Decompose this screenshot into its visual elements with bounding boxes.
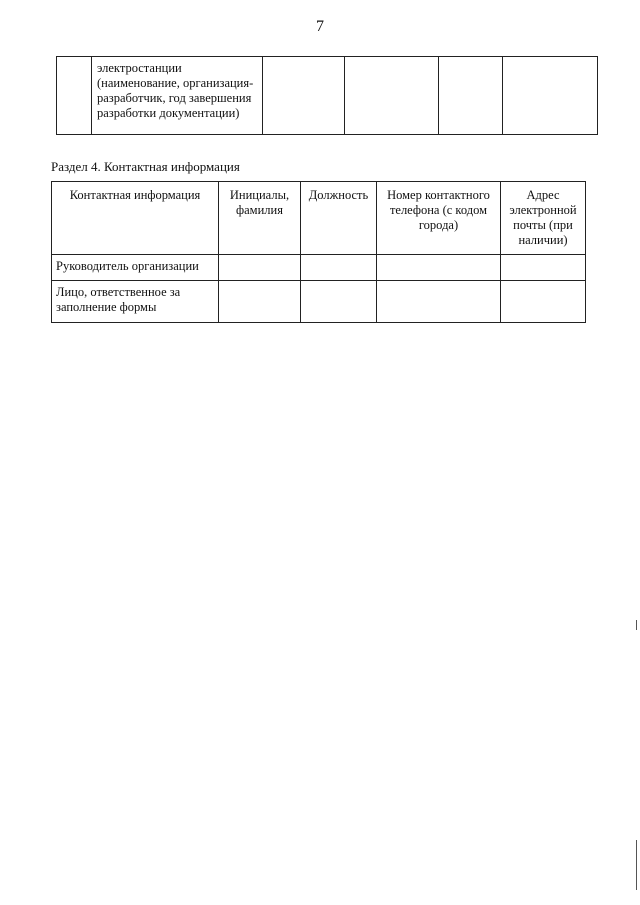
table-row bbox=[52, 255, 586, 281]
table-row bbox=[52, 281, 586, 323]
column-header: Инициалы, фамилия bbox=[219, 182, 301, 255]
column-header: Номер контактного телефона (с кодом города) bbox=[377, 182, 501, 255]
table-cell bbox=[219, 281, 301, 323]
row-label: Руководитель организации bbox=[52, 255, 219, 281]
table-cell bbox=[92, 57, 263, 135]
table-cell bbox=[503, 57, 598, 135]
row-label: Лицо, ответственное за заполнение формы bbox=[52, 281, 219, 323]
table-cell bbox=[57, 57, 92, 135]
scan-edge-mark bbox=[636, 840, 637, 890]
table-cell bbox=[301, 255, 377, 281]
section-title: Раздел 4. Контактная информация bbox=[51, 159, 240, 174]
previous-table-fragment bbox=[56, 56, 598, 135]
table-cell bbox=[501, 281, 586, 323]
table-cell bbox=[345, 57, 439, 135]
table-cell bbox=[219, 255, 301, 281]
table-cell bbox=[263, 57, 345, 135]
table-header-row bbox=[52, 182, 586, 255]
table-cell bbox=[377, 281, 501, 323]
table-cell bbox=[377, 255, 501, 281]
description-cell-text: электростанции (наименование, организация-разработчик, год завершения разработки документации) bbox=[97, 61, 254, 120]
page-number: 7 bbox=[316, 18, 324, 35]
table-cell bbox=[301, 281, 377, 323]
column-header: Контактная информация bbox=[52, 182, 219, 255]
table-cell bbox=[501, 255, 586, 281]
contact-info-table bbox=[51, 181, 586, 323]
table-cell bbox=[439, 57, 503, 135]
column-header: Адрес электронной почты (при наличии) bbox=[501, 182, 586, 255]
table-row bbox=[57, 57, 598, 135]
column-header: Должность bbox=[301, 182, 377, 255]
scan-edge-mark bbox=[636, 620, 637, 630]
